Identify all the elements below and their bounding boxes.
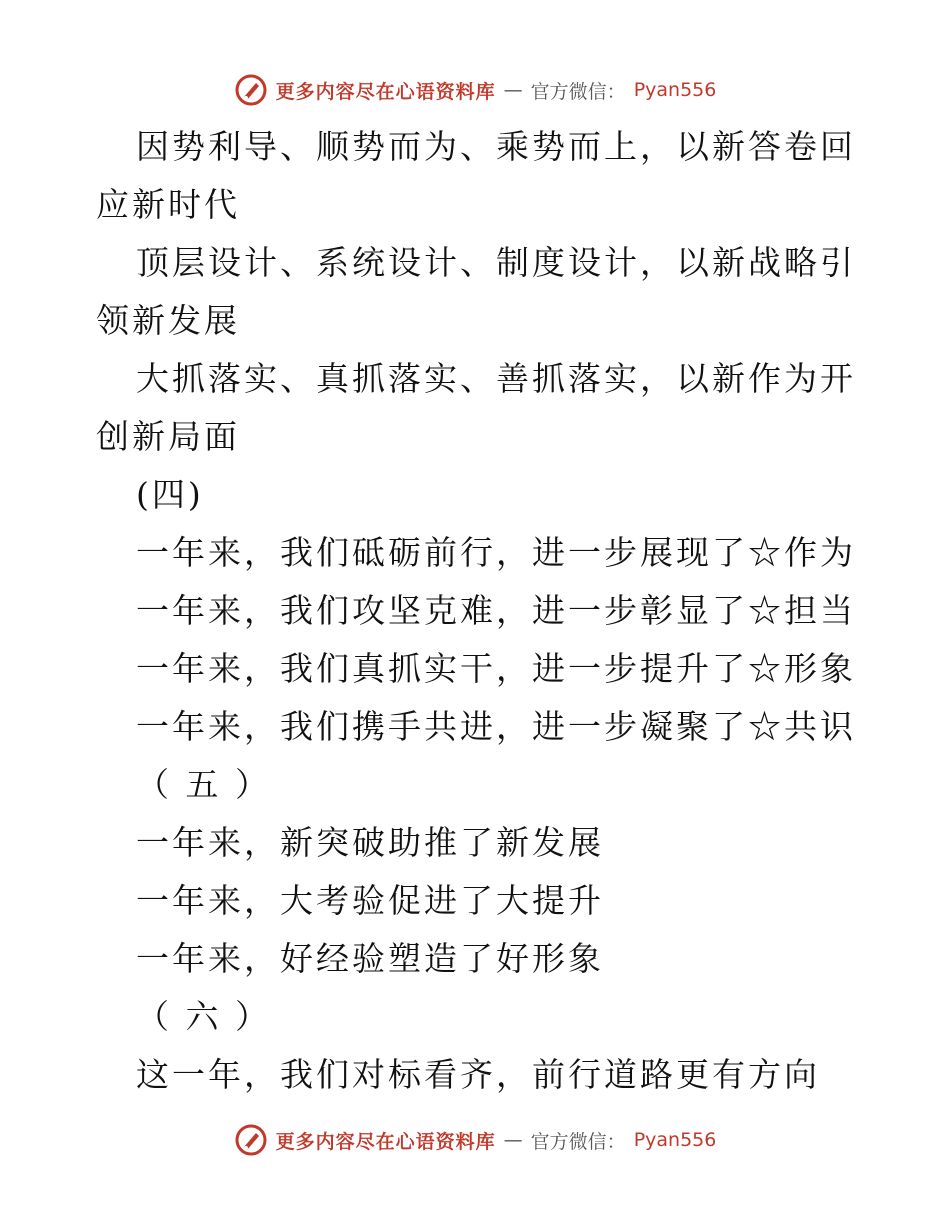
paragraph-1: 因势利导、顺势而为、乘势而上，以新答卷回应新时代 bbox=[96, 127, 856, 224]
pen-nib-logo-icon bbox=[234, 1123, 268, 1157]
banner-dash: — bbox=[503, 1129, 523, 1151]
paragraph-3: 大抓落实、真抓落实、善抓落实，以新作为开创新局面 bbox=[96, 359, 856, 456]
banner-wechat-id: Pyan556 bbox=[633, 1129, 717, 1151]
paragraph-2: 顶层设计、系统设计、制度设计，以新战略引领新发展 bbox=[96, 243, 856, 340]
section-heading-5: （ 五 ） bbox=[136, 765, 271, 804]
document-body bbox=[96, 118, 856, 1104]
line-4-3: 一年来，我们真抓实干，进一步提升了☆形象 bbox=[136, 649, 856, 688]
pen-nib-logo-icon bbox=[234, 73, 268, 107]
footer-banner bbox=[0, 1120, 950, 1160]
line-5-3: 一年来，好经验塑造了好形象 bbox=[136, 939, 604, 978]
banner-main-text: 更多内容尽在心语资料库 bbox=[275, 1130, 496, 1153]
line-5-2: 一年来，大考验促进了大提升 bbox=[136, 881, 604, 920]
line-6-1: 这一年，我们对标看齐，前行道路更有方向 bbox=[136, 1055, 820, 1094]
section-heading-4: (四) bbox=[136, 475, 204, 514]
banner-wechat-id: Pyan556 bbox=[633, 79, 717, 101]
line-4-1: 一年来，我们砥砺前行，进一步展现了☆作为 bbox=[136, 533, 856, 572]
section-heading-6: （ 六 ） bbox=[136, 997, 271, 1036]
line-4-2: 一年来，我们攻坚克难，进一步彰显了☆担当 bbox=[136, 591, 856, 630]
banner-dash: — bbox=[503, 79, 523, 101]
line-4-4: 一年来，我们携手共进，进一步凝聚了☆共识 bbox=[136, 707, 856, 746]
banner-main-text: 更多内容尽在心语资料库 bbox=[275, 80, 496, 103]
banner-label: 官方微信： bbox=[530, 80, 626, 103]
header-banner bbox=[0, 70, 950, 110]
line-5-1: 一年来，新突破助推了新发展 bbox=[136, 823, 604, 862]
banner-label: 官方微信： bbox=[530, 1130, 626, 1153]
